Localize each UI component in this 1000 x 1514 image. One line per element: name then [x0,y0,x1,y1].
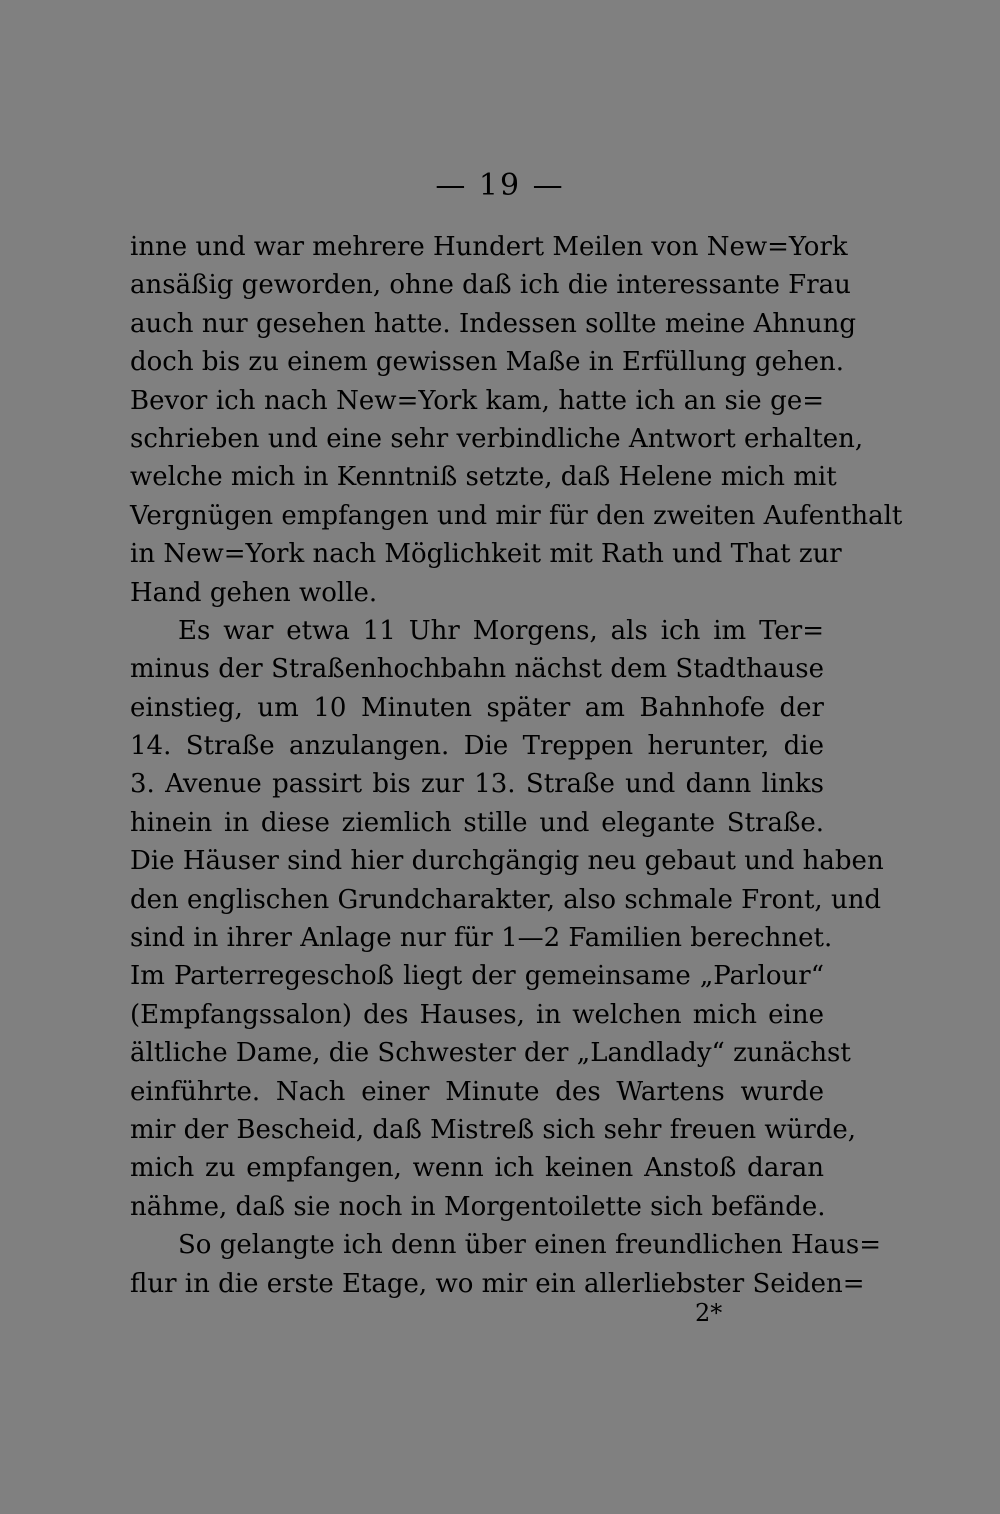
body-text [130,228,903,1303]
text-line: Vergnügen empfangen und mir für den zweiten Aufenthalt [130,500,903,531]
text-line: den englischen Grundcharakter, also schmale Front, und [130,884,882,915]
text-line: in New=York nach Möglichkeit mit Rath und That zur [130,539,842,570]
text-line: 14. Straße anzulangen. Die Treppen herunter, die [130,731,824,762]
text-line: doch bis zu einem gewissen Maße in Erfüllung gehen. [130,347,845,378]
text-line: flur in die erste Etage, wo mir ein allerliebster Seiden= [130,1268,865,1299]
text-line: einführte. Nach einer Minute des Wartens wurde [130,1076,824,1107]
text-line: Im Parterregeschoß liegt der gemeinsame „Parlour“ [130,961,824,992]
text-line: welche mich in Kenntniß setzte, daß Helene mich mit [130,462,837,493]
text-line: Bevor ich nach New=York kam, hatte ich an sie ge= [130,385,824,416]
text-line: minus der Straßenhochbahn nächst dem Stadthause [130,654,824,685]
text-line: (Empfangssalon) des Hauses, in welchen mich eine [130,999,824,1030]
text-line: So gelangte ich denn über einen freundlichen Haus= [178,1230,882,1261]
text-line: inne und war mehrere Hundert Meilen von New=York [130,232,848,262]
printer-signature-mark: 2* [695,1299,723,1327]
text-line: hinein in diese ziemlich stille und elegante Straße. [130,807,824,838]
text-line: Es war etwa 11 Uhr Morgens, als ich im Ter= [178,615,824,646]
text-line: sind in ihrer Anlage nur für 1—2 Familien berechnet. [130,923,833,954]
text-line: Die Häuser sind hier durchgängig neu gebaut und haben [130,846,884,877]
text-line: mir der Bescheid, daß Mistreß sich sehr freuen würde, [130,1114,857,1145]
text-line: einstieg, um 10 Minuten später am Bahnhofe der [130,692,824,723]
text-line: mich zu empfangen, wenn ich keinen Anstoß daran [130,1153,824,1184]
text-line: schrieben und eine sehr verbindliche Antwort erhalten, [130,423,864,454]
text-line: ältliche Dame, die Schwester der „Landlady“ zunächst [130,1038,851,1069]
text-line: nähme, daß sie noch in Morgentoilette sich befände. [130,1191,826,1222]
text-line: ansäßig geworden, ohne daß ich die interessante Frau [130,270,851,301]
text-line: auch nur gesehen hatte. Indessen sollte meine Ahnung [130,308,856,339]
page-number-header: — 19 — [435,168,565,203]
text-line: 3. Avenue passirt bis zur 13. Straße und dann links [130,769,824,800]
text-line: Hand gehen wolle. [130,577,378,608]
